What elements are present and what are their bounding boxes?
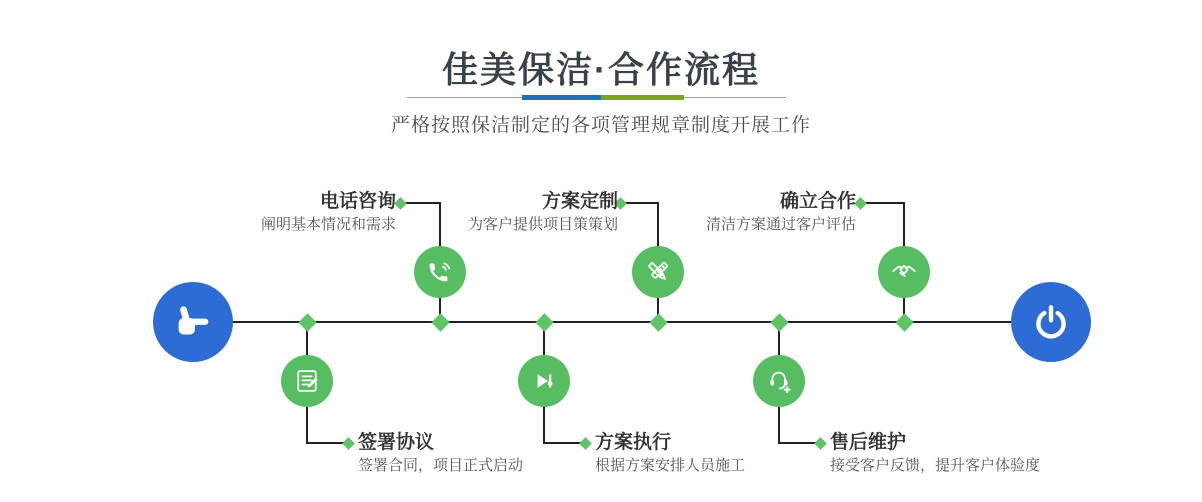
- pointing-hand-icon: [170, 299, 216, 345]
- start-node: [153, 282, 233, 362]
- phone-icon: [426, 258, 454, 286]
- document-pen-icon: [293, 367, 321, 395]
- page-subtitle: 严格按照保洁制定的各项管理规章制度开展工作: [390, 115, 811, 136]
- step-node-plan-execute: [518, 355, 570, 407]
- step-desc-plan-execute: 根据方案安排人员施工: [595, 457, 746, 474]
- step-desc-plan-customize: 为客户提供项目策策划: [467, 216, 618, 233]
- handshake-icon: [890, 258, 918, 286]
- end-node: [1011, 282, 1091, 362]
- timeline-line: [193, 321, 1051, 323]
- power-icon: [1030, 301, 1072, 343]
- label-diamond: [342, 437, 355, 450]
- label-diamond: [579, 437, 592, 450]
- step-title-establish-cooperation: 确立合作: [779, 191, 856, 212]
- step-desc-after-sales: 接受客户反馈，提升客户体验度: [830, 457, 1041, 474]
- play-icon: [530, 367, 558, 395]
- timeline-diamond: [770, 313, 788, 331]
- step-node-sign-agreement: [281, 355, 333, 407]
- title-divider-green-segment: [601, 95, 684, 100]
- step-node-plan-customize: [632, 246, 684, 298]
- headset-plus-icon: [765, 367, 793, 395]
- pencil-ruler-icon: [644, 258, 672, 286]
- step-title-plan-customize: 方案定制: [541, 191, 618, 212]
- step-title-plan-execute: 方案执行: [595, 432, 672, 453]
- timeline-diamond: [649, 313, 667, 331]
- label-diamond: [814, 437, 827, 450]
- step-title-phone-consult: 电话咨询: [319, 191, 396, 212]
- step-title-sign-agreement: 签署协议: [358, 432, 435, 453]
- timeline-diamond: [535, 313, 553, 331]
- step-desc-phone-consult: 阐明基本情况和需求: [260, 216, 396, 233]
- timeline-diamond: [298, 313, 316, 331]
- timeline-diamond: [431, 313, 449, 331]
- step-node-phone-consult: [414, 246, 466, 298]
- step-desc-sign-agreement: 签署合同，项目正式启动: [358, 457, 524, 474]
- step-node-establish-cooperation: [878, 246, 930, 298]
- page-title: 佳美保洁·合作流程: [442, 49, 760, 90]
- timeline-diamond: [895, 313, 913, 331]
- step-desc-establish-cooperation: 清洁方案通过客户评估: [705, 216, 856, 233]
- step-node-after-sales: [753, 355, 805, 407]
- title-divider-blue-segment: [522, 95, 601, 100]
- step-title-after-sales: 售后维护: [830, 432, 907, 453]
